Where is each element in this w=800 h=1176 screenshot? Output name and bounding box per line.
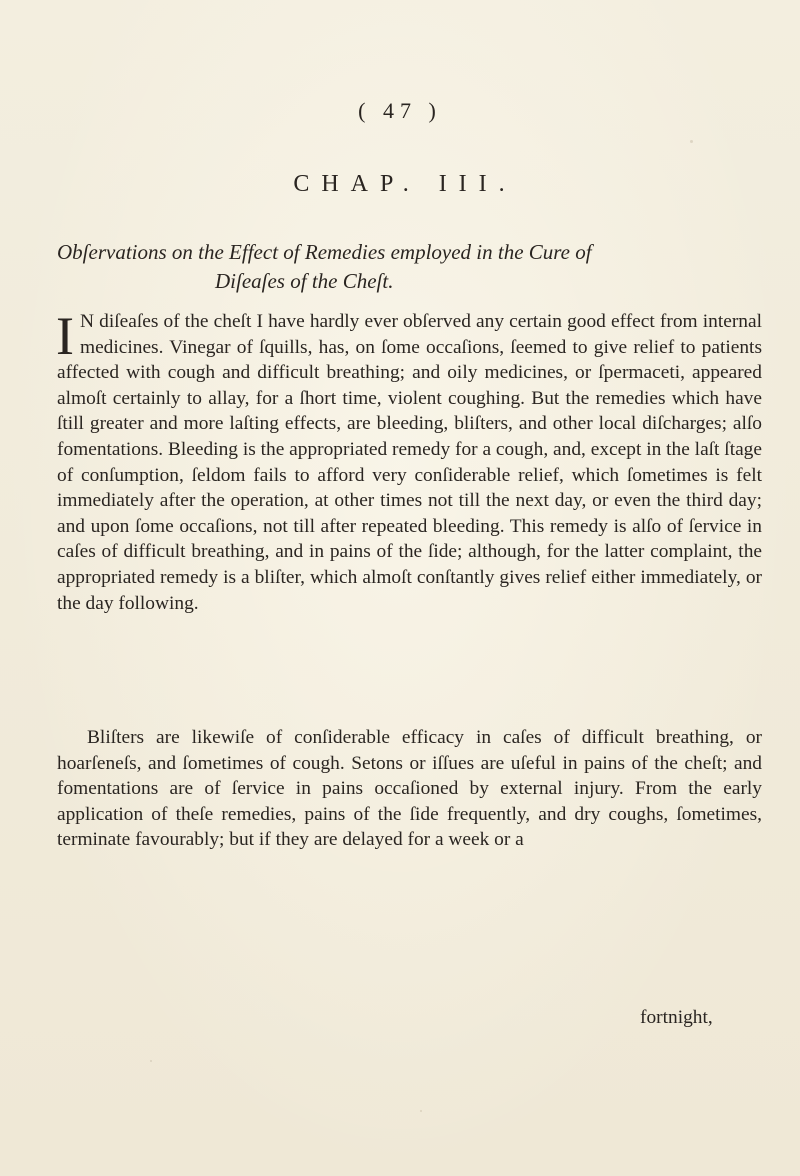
paper-speck — [150, 1060, 152, 1062]
paragraph-2: Bliſters are likewiſe of conſiderable efficacy in caſes of difficult breathing, or hoarſeneſs, and ſometimes of cough. Setons or iſſues are uſeful in pains of the cheſt; and fomentations are of ſervice in pains occaſioned by external injury. From the early application of theſe remedies, pains of the ſide frequently, and dry coughs, ſometimes, terminate favourably; but if they are delayed for a week or a — [57, 727, 762, 851]
chapter-subtitle — [57, 238, 757, 296]
chapter-heading: CHAP. III. — [293, 171, 517, 197]
paper-speck — [690, 140, 693, 143]
paragraph-1-text: N diſeaſes of the cheſt I have hardly ever obſerved any certain good effect from internal medicines. Vinegar of ſquills, has, on ſome occaſions, ſeemed to give relief to patients affected with cough and difficult breathing; and oily medicines, or ſpermaceti, appeared almoſt certainly to allay, for a ſhort time, violent coughing. But the remedies which have ſtill greater and more laſting effects, are bleeding, bliſters, and other local diſcharges; alſo fomentations. Bleeding is the appropriated remedy for a cough, and, except in the laſt ſtage of conſumption, ſeldom fails to afford very conſiderable relief, which ſometimes is felt immediately after the operation, at other times not till the next day, or even the third day; and upon ſome occaſions, not till after repeated bleeding. This remedy is alſo of ſervice in caſes of difficult breathing, and in pains of the ſide; although, for the latter complaint, the appropriated remedy is a bliſter, which almoſt conſtantly gives relief either immediately, or the day following. — [57, 311, 762, 614]
page-number: ( 47 ) — [358, 98, 442, 123]
drop-cap: I — [56, 306, 74, 366]
catchword: fortnight, — [640, 1007, 713, 1028]
subtitle-line-1: Obſervations on the Effect of Remedies employed in the Cure of — [57, 240, 592, 264]
subtitle-line-2: Diſeaſes of the Cheſt. — [215, 269, 394, 293]
paragraph-1 — [56, 306, 762, 616]
paper-speck — [420, 1110, 422, 1112]
